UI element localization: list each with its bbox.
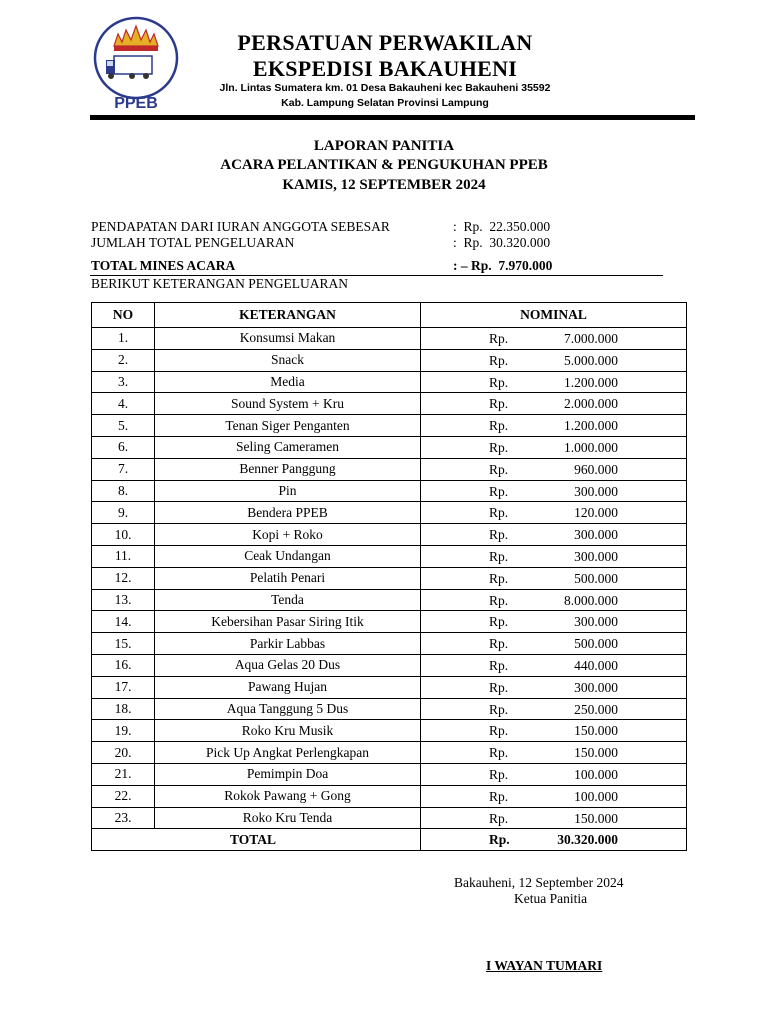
row-currency: Rp. [489,548,509,564]
address-line1: Jln. Lintas Sumatera km. 01 Desa Bakauheni kec Bakauheni 35592 [219,82,551,94]
row-no: 17. [92,676,155,698]
row-description: Tenda [155,589,421,611]
row-amount: 150.000 [574,723,618,739]
table-row [92,415,687,437]
table-row [92,611,687,633]
row-no: 11. [92,545,155,567]
row-currency: Rp. [489,418,509,434]
org-name-line1: PERSATUAN PERWAKILAN [237,30,533,55]
report-date: KAMIS, 12 SEPTEMBER 2024 [282,177,486,193]
row-amount: 500.000 [574,570,618,586]
row-currency: Rp. [489,788,509,804]
row-currency: Rp. [489,810,509,826]
table-row [92,480,687,502]
table-row [92,545,687,567]
row-no: 13. [92,589,155,611]
table-row [92,436,687,458]
table-row [92,371,687,393]
header-divider [90,115,695,120]
row-amount: 440.000 [574,657,618,673]
table-row [92,720,687,742]
table-row [92,807,687,829]
row-amount: 1.000.000 [564,439,618,455]
row-no: 22. [92,785,155,807]
row-currency: Rp. [489,723,509,739]
row-no: 12. [92,567,155,589]
row-no: 15. [92,633,155,655]
row-description: Pelatih Penari [155,567,421,589]
row-description: Konsumsi Makan [155,328,421,350]
report-title: LAPORAN PANITIA [313,138,455,154]
row-currency: Rp. [489,461,509,477]
row-description: Roko Kru Musik [155,720,421,742]
row-no: 20. [92,742,155,764]
row-description: Snack [155,349,421,371]
table-row [92,393,687,415]
row-amount: 120.000 [574,505,618,521]
row-no: 21. [92,763,155,785]
row-currency: Rp. [489,527,509,543]
row-description: Aqua Gelas 20 Dus [155,654,421,676]
row-description: Tenan Siger Penganten [155,415,421,437]
row-description: Rokok Pawang + Gong [155,785,421,807]
minus-value: : – Rp. 7.970.000 [453,258,553,273]
table-row [92,524,687,546]
report-event: ACARA PELANTIKAN & PENGUKUHAN PPEB [220,157,548,173]
row-description: Media [155,371,421,393]
signature-name: I WAYAN TUMARI [486,958,603,973]
row-description: Kopi + Roko [155,524,421,546]
row-currency: Rp. [489,657,509,673]
org-name-line2: EKSPEDISI BAKAUHENI [252,56,518,81]
row-description: Pemimpin Doa [155,763,421,785]
row-description: Seling Cameramen [155,436,421,458]
address-line2: Kab. Lampung Selatan Provinsi Lampung [281,97,489,109]
row-no: 23. [92,807,155,829]
row-amount: 300.000 [574,679,618,695]
row-currency: Rp. [489,352,509,368]
ppeb-logo [92,16,180,112]
row-description: Aqua Tanggung 5 Dus [155,698,421,720]
signature-place-date: Bakauheni, 12 September 2024 [454,875,624,890]
total-amount: 30.320.000 [557,832,618,848]
table-row [92,567,687,589]
row-amount: 150.000 [574,810,618,826]
row-currency: Rp. [489,766,509,782]
row-currency: Rp. [489,592,509,608]
row-description: Pick Up Angkat Perlengkapan [155,742,421,764]
row-amount: 100.000 [574,788,618,804]
table-row [92,742,687,764]
row-currency: Rp. [489,745,509,761]
minus-label: TOTAL MINES ACARA [91,258,236,273]
row-currency: Rp. [489,636,509,652]
table-row [92,502,687,524]
row-no: 8. [92,480,155,502]
row-currency: Rp. [489,505,509,521]
row-no: 6. [92,436,155,458]
row-description: Kebersihan Pasar Siring Itik [155,611,421,633]
logo-text: PPEB [114,95,158,112]
row-no: 7. [92,458,155,480]
row-no: 19. [92,720,155,742]
table-row [92,328,687,350]
row-currency: Rp. [489,614,509,630]
row-amount: 1.200.000 [564,374,618,390]
header-no: NO [92,303,155,328]
header-keterangan: KETERANGAN [155,303,421,328]
table-row [92,698,687,720]
row-amount: 8.000.000 [564,592,618,608]
row-description: Pin [155,480,421,502]
row-amount: 150.000 [574,745,618,761]
row-amount: 100.000 [574,766,618,782]
table-row [92,676,687,698]
row-amount: 960.000 [574,461,618,477]
table-row [92,654,687,676]
row-description: Bendera PPEB [155,502,421,524]
row-currency: Rp. [489,439,509,455]
row-no: 18. [92,698,155,720]
row-currency: Rp. [489,483,509,499]
expense-value: : Rp. 30.320.000 [453,235,551,250]
table-header-row [92,303,687,328]
row-amount: 250.000 [574,701,618,717]
table-row [92,785,687,807]
table-row [92,763,687,785]
table-row [92,458,687,480]
signature-role: Ketua Panitia [514,891,588,906]
row-no: 9. [92,502,155,524]
row-no: 10. [92,524,155,546]
table-row [92,589,687,611]
row-no: 4. [92,393,155,415]
income-value: : Rp. 22.350.000 [453,219,551,234]
row-currency: Rp. [489,331,509,346]
row-amount: 300.000 [574,614,618,630]
table-row [92,633,687,655]
row-description: Pawang Hujan [155,676,421,698]
row-amount: 300.000 [574,483,618,499]
row-amount: 1.200.000 [564,418,618,434]
row-amount: 500.000 [574,636,618,652]
row-no: 3. [92,371,155,393]
row-amount: 300.000 [574,548,618,564]
row-no: 16. [92,654,155,676]
table-row [92,349,687,371]
table-body [92,328,687,829]
expense-label: JUMLAH TOTAL PENGELUARAN [91,235,295,250]
row-currency: Rp. [489,679,509,695]
total-rp: Rp. [489,832,510,848]
row-amount: 5.000.000 [564,352,618,368]
row-no: 14. [92,611,155,633]
row-amount: 7.000.000 [564,331,618,346]
row-no: 5. [92,415,155,437]
row-amount: 300.000 [574,527,618,543]
expense-table [91,302,687,851]
row-currency: Rp. [489,396,509,412]
detail-label: BERIKUT KETERANGAN PENGELUARAN [91,276,348,291]
row-currency: Rp. [489,374,509,390]
income-label: PENDAPATAN DARI IURAN ANGGOTA SEBESAR [91,219,390,234]
row-no: 1. [92,328,155,350]
row-currency: Rp. [489,570,509,586]
row-description: Roko Kru Tenda [155,807,421,829]
total-label: TOTAL [230,831,277,847]
row-description: Benner Panggung [155,458,421,480]
row-description: Ceak Undangan [155,545,421,567]
row-currency: Rp. [489,701,509,717]
row-no: 2. [92,349,155,371]
row-description: Sound System + Kru [155,393,421,415]
row-description: Parkir Labbas [155,633,421,655]
header-nominal: NOMINAL [421,303,687,328]
row-amount: 2.000.000 [564,396,618,412]
total-row [92,829,687,851]
